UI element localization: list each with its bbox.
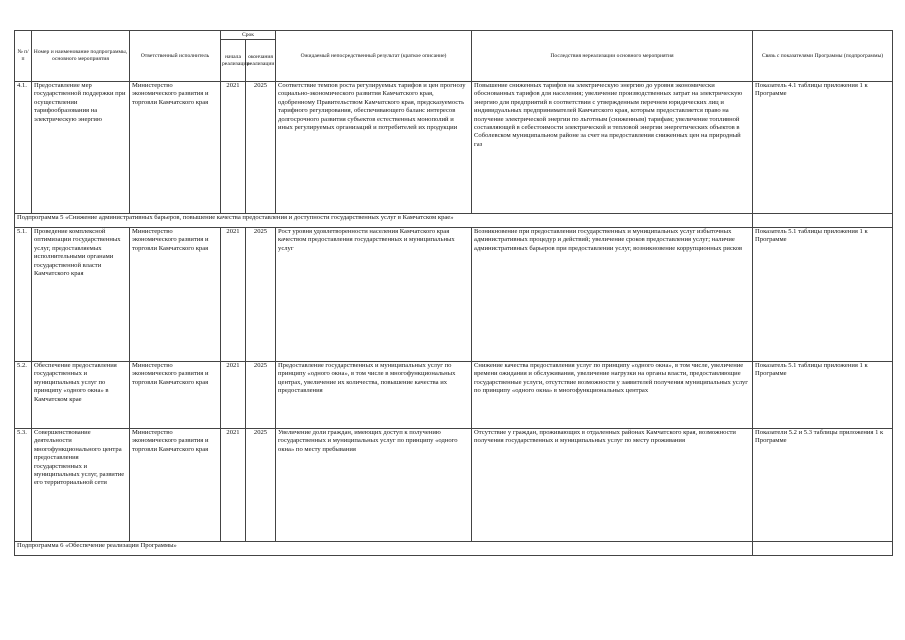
row-consequences: Повышение сниженных тарифов на электрическую энергию до уровня экономически обоснованных тарифов для населения; увеличение производственных затрат на электрическую энергию для предприятий в соответствии с утвержденным перечнем юридических лиц и индивидуальных предпринимателей Камчатского края, которым предоставляется право на получение электрической энергии по льготным (сниженным) тарифам; увеличение топливной составляющей в себестоимости электрической и тепловой энергии энергетических объектов в Соболевском муниципальном районе за счет на предоставления сниженных цен на природный газ xyxy=(472,82,753,214)
row-end: 2025 xyxy=(246,362,276,429)
row-consequences: Отсутствие у граждан, проживающих в отдаленных районах Камчатского края, возможности получения государственных и муниципальных услуг по месту проживания xyxy=(472,429,753,542)
header-num: № п/п xyxy=(15,31,32,82)
header-end: окончания реализации xyxy=(246,40,276,82)
header-term: Срок xyxy=(221,31,276,40)
row-link: Показатели 5.2 и 5.3 таблицы приложения 1 к Программе xyxy=(753,429,893,542)
row-executor: Министерство экономического развития и торговли Камчатского края xyxy=(130,228,221,362)
row-link: Показатель 5.1 таблицы приложения 1 к Программе xyxy=(753,228,893,362)
row-name: Совершенствование деятельности многофункционального центра предоставления государственных и муниципальных услуг, развитие его территориальной сети xyxy=(32,429,130,542)
row-num: 5.2. xyxy=(15,362,32,429)
row-result: Предоставление государственных и муниципальных услуг по принципу «одного окна», в том числе в многофункциональных центрах, увеличение их количества, повышение качества их предоставления xyxy=(276,362,472,429)
row-start: 2021 xyxy=(221,362,246,429)
table-row xyxy=(15,429,893,542)
row-executor: Министерство экономического развития и торговли Камчатского края xyxy=(130,362,221,429)
row-num: 5.3. xyxy=(15,429,32,542)
row-name: Проведение комплексной оптимизации государственных услуг, предоставляемых исполнительными органами государственной власти Камчатского края xyxy=(32,228,130,362)
row-executor: Министерство экономического развития и торговли Камчатского края xyxy=(130,82,221,214)
row-end: 2025 xyxy=(246,429,276,542)
row-start: 2021 xyxy=(221,82,246,214)
table-row xyxy=(15,82,893,214)
row-start: 2021 xyxy=(221,228,246,362)
row-end: 2025 xyxy=(246,228,276,362)
subprogram-6-title: Подпрограмма 6 «Обеспечение реализации Программы» xyxy=(15,542,753,556)
empty-cell xyxy=(753,214,893,228)
subprogram-5-row xyxy=(15,214,893,228)
row-num: 5.1. xyxy=(15,228,32,362)
row-name: Предоставление мер государственной поддержки при осуществлении тарифообразования на электрическую энергию xyxy=(32,82,130,214)
row-num: 4.1. xyxy=(15,82,32,214)
subprogram-5-title: Подпрограмма 5 «Снижение административных барьеров, повышение качества предоставления и доступности государственных услуг в Камчатском крае» xyxy=(15,214,753,228)
row-link: Показатель 4.1 таблицы приложения 1 к Программе xyxy=(753,82,893,214)
header-executor: Ответственный исполнитель xyxy=(130,31,221,82)
row-link: Показатель 5.1 таблицы приложения 1 к Программе xyxy=(753,362,893,429)
row-result: Увеличение доли граждан, имеющих доступ к получению государственных и муниципальных услуг по принципу «одного окна» по месту пребывания xyxy=(276,429,472,542)
row-start: 2021 xyxy=(221,429,246,542)
row-result: Соответствие темпов роста регулируемых тарифов и цен прогнозу социально-экономического развития Камчатского края, одобренному Правительством Камчатского края, предсказуемость тарифного регулирования, обеспечивающего баланс интересов долгосрочного развития субъектов естественных монополий и иных регулируемых организаций и потребителей их продукции xyxy=(276,82,472,214)
header-consequences: Последствия нереализации основного мероприятия xyxy=(472,31,753,82)
empty-cell xyxy=(753,542,893,556)
row-end: 2025 xyxy=(246,82,276,214)
header-name: Номер и наименование подпрограммы, основного мероприятия xyxy=(32,31,130,82)
header-link: Связь с показателями Программы (подпрограммы) xyxy=(753,31,893,82)
row-result: Рост уровня удовлетворенности населения Камчатского края качеством предоставления государственных и муниципальных услуг xyxy=(276,228,472,362)
row-name: Обеспечение предоставления государственных и муниципальных услуг по принципу «одного окна» в Камчатском крае xyxy=(32,362,130,429)
measures-table xyxy=(14,30,893,556)
subprogram-6-row xyxy=(15,542,893,556)
table-row xyxy=(15,362,893,429)
row-consequences: Снижение качества предоставления услуг по принципу «одного окна», в том числе, увеличение времени ожидания и обслуживания, увеличение нагрузки на органы власти, предоставляющие государственные услуги, отсутствие возможности у заявителей получения муниципальных услуг по принципу «одного окна» в многофункциональных центрах xyxy=(472,362,753,429)
table-row xyxy=(15,228,893,362)
row-consequences: Возникновение при предоставлении государственных и муниципальных услуг избыточных административных процедур и действий; увеличение сроков предоставления услуг; наличие административных барьеров при предоставлении услуг, возникновение коррупционных рисков xyxy=(472,228,753,362)
header-result: Ожидаемый непосредственный результат (краткое описание) xyxy=(276,31,472,82)
header-start: начала реализации xyxy=(221,40,246,82)
row-executor: Министерство экономического развития и торговли Камчатского края xyxy=(130,429,221,542)
